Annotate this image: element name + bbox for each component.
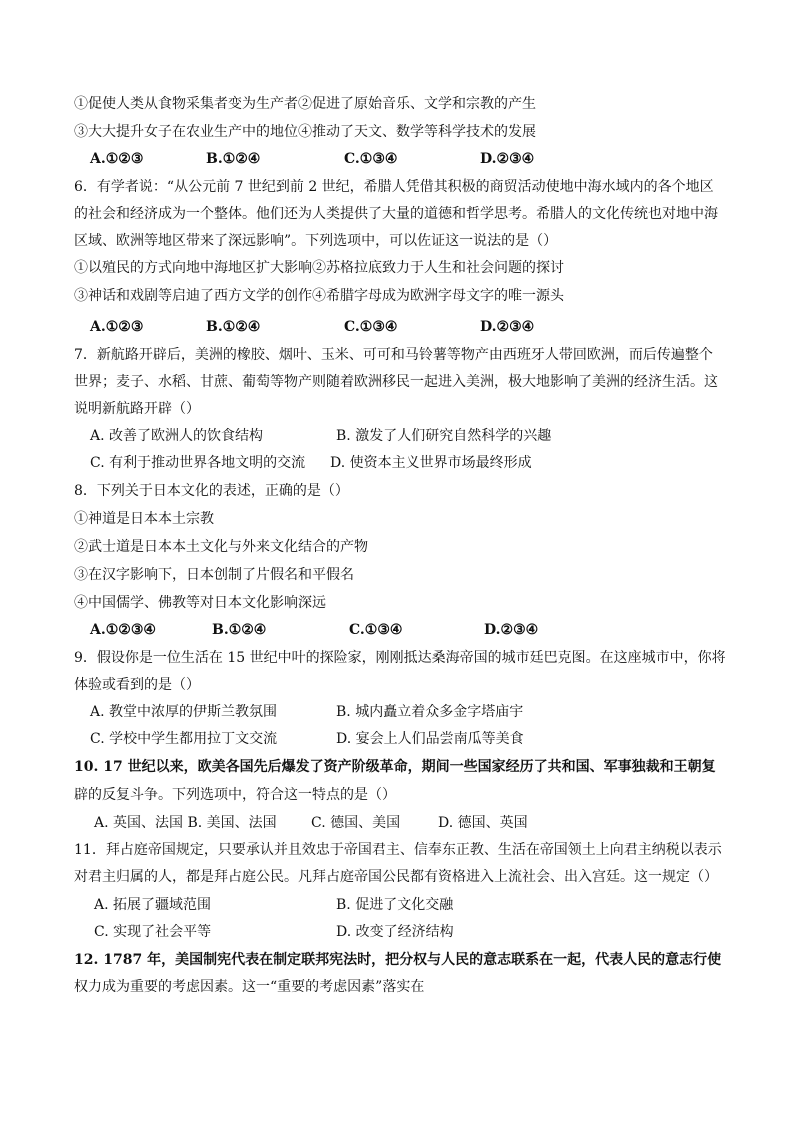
question-11-option-a: A. 拓展了疆域范围 bbox=[94, 897, 212, 913]
question-9-option-d: D. 宴会上人们品尝南瓜等美食 bbox=[336, 731, 524, 747]
option-c: C.①③④ bbox=[344, 151, 398, 167]
question-11-option-b: B. 促进了文化交融 bbox=[336, 897, 454, 913]
question-10-text: 10. 17 世纪以来，欧美各国先后爆发了资产阶级革命，期间一些国家经历了共和国、军事独裁和王朝复 bbox=[74, 759, 716, 775]
question-8-statement: ③在汉字影响下，日本创制了片假名和平假名 bbox=[74, 567, 354, 583]
question-7-text: 世界；麦子、水稻、甘蔗、葡萄等物产则随着欧洲移民一起进入美洲，极大地影响了美洲的经济生活。这 bbox=[74, 374, 718, 390]
question-6-text: 的社会和经济成为一个整体。他们还为人类提供了大量的道德和哲学思考。希腊人的文化传统也对地中海 bbox=[74, 206, 718, 222]
question-6-text: 6．有学者说：“从公元前 7 世纪到前 2 世纪，希腊人凭借其积极的商贸活动使地中海水域内的各个地区 bbox=[74, 179, 714, 195]
question-6-statement: ③神话和戏剧等启迪了西方文学的创作④希腊字母成为欧洲字母文字的唯一源头 bbox=[74, 288, 564, 304]
question-6-statement: ①以殖民的方式向地中海地区扩大影响②苏格拉底致力于人生和社会问题的探讨 bbox=[74, 260, 564, 276]
question-7-text: 7．新航路开辟后，美洲的橡胶、烟叶、玉米、可可和马铃薯等物产由西班牙人带回欧洲，而后传遍整个 bbox=[74, 347, 713, 363]
question-7-option-c: C. 有利于推动世界各地文明的交流 bbox=[90, 455, 306, 471]
question-10-option-a-b: A. 英国、法国 B. 美国、法国 bbox=[94, 815, 277, 831]
question-11-option-c: C. 实现了社会平等 bbox=[94, 924, 212, 940]
question-9-option-a: A. 教堂中浓厚的伊斯兰教氛围 bbox=[90, 704, 278, 720]
question-11-text: 对君主归属的人，都是拜占庭公民。凡拜占庭帝国公民都有资格进入上流社会、出入宫廷。这一规定（） bbox=[74, 869, 718, 885]
option-d: D.②③④ bbox=[480, 151, 535, 167]
question-8-statement: ②武士道是日本本土文化与外来文化结合的产物 bbox=[74, 539, 368, 555]
question-6-option-a: A.①②③ bbox=[90, 319, 144, 335]
question-10-option-c: C. 德国、美国 bbox=[311, 815, 401, 831]
question-8-statement: ①神道是日本本土宗教 bbox=[74, 511, 214, 527]
question-8-option-b: B.①②④ bbox=[212, 622, 267, 638]
question-8-text: 8．下列关于日本文化的表述，正确的是（） bbox=[74, 483, 349, 499]
question-7-option-a: A. 改善了欧洲人的饮食结构 bbox=[90, 428, 264, 444]
question-12-text: 权力成为重要的考虑因素。这一“重要的考虑因素”落实在 bbox=[74, 979, 425, 995]
question-7-option-d: D. 使资本主义世界市场最终形成 bbox=[330, 455, 532, 471]
option-b: B.①②④ bbox=[206, 151, 261, 167]
question-8-option-a: A.①②③④ bbox=[90, 622, 156, 638]
question-9-option-b: B. 城内矗立着众多金字塔庙宇 bbox=[336, 704, 524, 720]
question-8-option-c: C.①③④ bbox=[349, 622, 403, 638]
question-6-option-b: B.①②④ bbox=[206, 319, 261, 335]
question-9-text: 体验或看到的是（） bbox=[74, 677, 200, 693]
question-7-text: 说明新航路开辟（） bbox=[74, 401, 200, 417]
question-6-option-d: D.②③④ bbox=[480, 319, 535, 335]
option-a: A.①②③ bbox=[90, 151, 144, 167]
question-8-statement: ④中国儒学、佛教等对日本文化影响深远 bbox=[74, 595, 326, 611]
question-11-text: 11．拜占庭帝国规定，只要承认并且效忠于帝国君主、信奉东正教、生活在帝国领土上向君主纳税以表示 bbox=[74, 842, 722, 858]
question-6-option-c: C.①③④ bbox=[344, 319, 398, 335]
question-7-option-b: B. 激发了人们研究自然科学的兴趣 bbox=[336, 428, 552, 444]
question-10-text: 辟的反复斗争。下列选项中，符合这一特点的是（） bbox=[74, 787, 396, 803]
statement-1-2: ①促使人类从食物采集者变为生产者②促进了原始音乐、文学和宗教的产生 bbox=[74, 96, 536, 112]
question-8-option-d: D.②③④ bbox=[484, 622, 539, 638]
question-6-text: 区域、欧洲等地区带来了深远影响”。下列选项中，可以佐证这一说法的是（） bbox=[74, 233, 558, 249]
question-12-text: 12. 1787 年，美国制宪代表在制定联邦宪法时，把分权与人民的意志联系在一起，代表人民的意志行使 bbox=[74, 952, 722, 968]
statement-3-4: ③大大提升女子在农业生产中的地位④推动了天文、数学等科学技术的发展 bbox=[74, 124, 536, 140]
question-10-option-d: D. 德国、英国 bbox=[438, 815, 528, 831]
question-9-option-c: C. 学校中学生都用拉丁文交流 bbox=[90, 731, 278, 747]
question-9-text: 9．假设你是一位生活在 15 世纪中叶的探险家，刚刚抵达桑海帝国的城市廷巴克图。在这座城市中，你将 bbox=[74, 650, 726, 666]
question-11-option-d: D. 改变了经济结构 bbox=[336, 924, 454, 940]
